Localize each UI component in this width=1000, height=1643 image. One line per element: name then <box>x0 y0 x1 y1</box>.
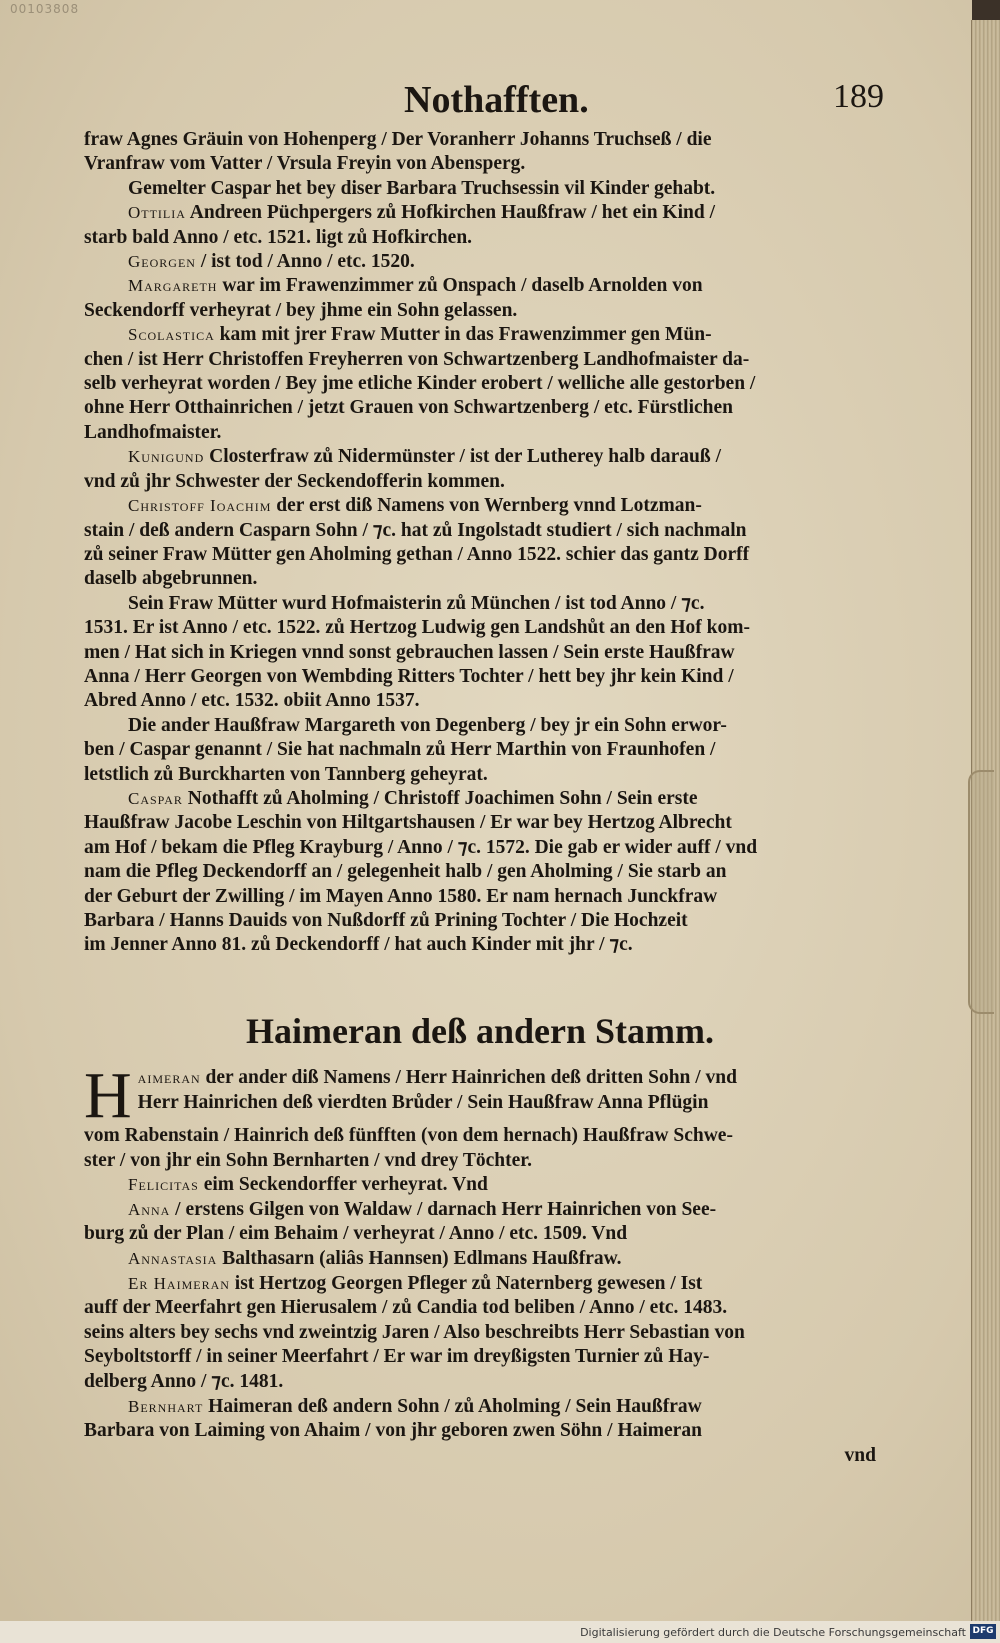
line-text: Nothafft zů Aholming / Christoff Joachimen Sohn / Sein erste <box>182 787 698 809</box>
text-line <box>84 128 876 152</box>
line-text: men / Hat sich in Kriegen vnnd sonst gebrauchen lassen / Sein erste Haußfraw <box>84 641 735 663</box>
text-line <box>84 519 876 543</box>
line-text: Seyboltstorff / in seiner Meerfahrt / Er war im dreyßigsten Turnier zů Hay- <box>84 1346 710 1368</box>
text-line <box>84 665 876 689</box>
lead-name: Ottilia <box>128 203 186 223</box>
archive-stamp: 00103808 <box>10 2 80 16</box>
line-text: ist Hertzog Georgen Pfleger zů Naternberg gewesen / Ist <box>229 1272 703 1294</box>
line-text: / ist tod / Anno / etc. 1520. <box>195 251 415 273</box>
line-text: seins alters bey sechs vnd zweintzig Jaren / Also beschreibts Herr Sebastian von <box>84 1321 745 1343</box>
line-text: chen / ist Herr Christoffen Freyherren von Schwartzenberg Landhofmaister da- <box>84 348 750 370</box>
page-number: 189 <box>833 78 884 115</box>
text-line <box>84 274 876 298</box>
line-text: war im Frawenzimmer zů Onspach / daselb Arnolden von <box>217 275 703 297</box>
line-text: Sein Fraw Mütter wurd Hofmaisterin zů München / ist tod Anno / ⁊c. <box>128 592 705 614</box>
lead-name: Christoff Ioachim <box>128 496 272 516</box>
line-text: kam mit jrer Fraw Mutter in das Frawenzimmer gen Mün- <box>214 324 712 346</box>
line-text: Barbara / Hanns Dauids von Nußdorff zů Prining Tochter / Die Hochzeit <box>84 910 688 931</box>
dfg-logo: DFG <box>970 1624 996 1639</box>
text-line <box>84 299 876 323</box>
line-text: burg zů der Plan / eim Behaim / verheyrat / Anno / etc. 1509. Vnd <box>84 1223 628 1245</box>
lead-name: Bernhart <box>128 1396 204 1416</box>
page-header <box>84 78 884 128</box>
text-line <box>138 1066 876 1091</box>
line-text: im Jenner Anno 81. zů Deckendorff / hat auch Kinder mit jhr / ⁊c. <box>84 934 633 956</box>
line-text: Anna / Herr Georgen von Wembding Ritters Tochter / hett bey jhr kein Kind / <box>84 665 734 687</box>
text-line <box>84 1370 876 1395</box>
line-text: Andreen Püchpergers zů Hofkirchen Haußfraw / het ein Kind / <box>185 202 715 224</box>
lead-name: Caspar <box>128 788 183 808</box>
text-line <box>84 885 876 909</box>
section-2-lines <box>84 1124 876 1468</box>
lead-name: Scolastica <box>128 325 215 345</box>
footer-credit: Digitalisierung gefördert durch die Deutsche Forschungsgemeinschaft <box>580 1626 966 1639</box>
line-text: fraw Agnes Gräuin von Hohenperg / Der Voranherr Johanns Truchseß / die <box>84 129 712 150</box>
text-line <box>84 1173 876 1198</box>
line-text: ohne Herr Otthainrichen / jetzt Grauen von Schwartzenberg / etc. Fürstlichen <box>84 397 733 419</box>
footer-bar <box>0 1621 1000 1643</box>
text-line <box>84 1395 876 1420</box>
running-title: Nothafften. <box>404 79 589 121</box>
text-line <box>84 1296 876 1321</box>
text-line <box>84 226 876 250</box>
lead-name: Er Haimeran <box>128 1273 230 1293</box>
line-text: Haußfraw Jacobe Leschin von Hiltgartshausen / Er war bey Hertzog Albrecht <box>84 812 732 834</box>
line-text: Abred Anno / etc. 1532. obiit Anno 1537. <box>84 690 420 712</box>
text-line <box>84 1321 876 1346</box>
text-line <box>84 543 876 567</box>
text-line <box>84 250 876 274</box>
line-text: vnd zů jhr Schwester der Seckendofferin kommen. <box>84 470 505 492</box>
line-text: Gemelter Caspar het bey diser Barbara Truchsessin vil Kinder gehabt. <box>128 177 716 199</box>
text-line <box>84 811 876 835</box>
text-line <box>84 567 876 591</box>
line-text: Die ander Haußfraw Margareth von Degenberg / bey jr ein Sohn erwor- <box>128 714 727 736</box>
text-line <box>84 787 876 811</box>
line-text: Haimeran deß andern Sohn / zů Aholming / Sein Haußfraw <box>203 1395 702 1417</box>
lead-name: Georgen <box>128 252 196 272</box>
text-line <box>84 201 876 225</box>
section-heading: Haimeran deß andern Stamm. <box>246 1011 714 1051</box>
text-line <box>84 592 876 616</box>
text-line <box>84 763 876 787</box>
line-text: ster / von jhr ein Sohn Bernharten / vnd drey Töchter. <box>84 1149 533 1171</box>
lead-name: aimeran <box>137 1068 201 1087</box>
text-line <box>84 470 876 494</box>
line-text: der Geburt der Zwilling / im Mayen Anno 1580. Er nam hernach Junckfraw <box>84 885 718 907</box>
line-text: delberg Anno / ⁊c. 1481. <box>84 1370 284 1392</box>
text-line <box>84 714 876 738</box>
line-text: der ander diß Namens / Herr Hainrichen deß dritten Sohn / vnd <box>200 1067 737 1088</box>
body-text-section-2 <box>84 1059 876 1468</box>
line-text: / erstens Gilgen von Waldaw / darnach Herr Hainrichen von See- <box>170 1198 717 1220</box>
text-line <box>138 1091 876 1116</box>
lead-name: Anna <box>128 1199 171 1219</box>
text-line <box>84 1272 876 1297</box>
lead-name: Kunigund <box>128 447 205 467</box>
text-line <box>84 1419 876 1444</box>
body-text-section-1 <box>84 128 876 958</box>
text-line <box>84 1149 876 1174</box>
text-line <box>84 396 876 420</box>
line-text: ben / Caspar genannt / Sie hat nachmaln zů Herr Marthin von Fraunhofen / <box>84 739 716 761</box>
line-text: vom Rabenstain / Hainrich deß fünfften (von dem hernach) Haußfraw Schwe- <box>84 1125 733 1146</box>
line-text: am Hof / bekam die Pfleg Krayburg / Anno / ⁊c. 1572. Die gab er wider auff / vnd <box>84 836 758 858</box>
lead-name: Felicitas <box>128 1175 199 1195</box>
line-text: Vranfraw vom Vatter / Vrsula Freyin von Abensperg. <box>84 153 526 175</box>
text-line <box>84 1222 876 1247</box>
line-text: zů seiner Fraw Mütter gen Aholming gethan / Anno 1522. schier das gantz Dorff <box>84 543 750 565</box>
line-text: Balthasarn (aliâs Hannsen) Edlmans Haußfraw. <box>217 1247 622 1269</box>
line-text: 1531. Er ist Anno / etc. 1522. zů Hertzog Ludwig gen Landshůt an den Hof kom- <box>84 617 750 639</box>
text-line <box>84 1198 876 1223</box>
text-line <box>84 348 876 372</box>
lead-name: Margareth <box>128 276 218 296</box>
text-line <box>84 421 876 445</box>
text-line <box>84 1124 876 1149</box>
text-line <box>84 909 876 933</box>
text-line <box>84 323 876 347</box>
text-line <box>84 616 876 640</box>
text-line <box>84 1345 876 1370</box>
line-text: Barbara von Laiming von Ahaim / von jhr geboren zwen Söhn / Haimeran <box>84 1420 702 1442</box>
text-line <box>84 445 876 469</box>
bookmark-tab <box>968 770 994 1014</box>
drop-cap: H <box>84 1059 132 1132</box>
text-line <box>84 1247 876 1272</box>
line-text: Closterfraw zů Nidermünster / ist der Lutherey halb darauß / <box>204 446 722 468</box>
text-line <box>84 933 876 957</box>
line-text: der erst diß Namens von Wernberg vnnd Lotzman- <box>271 495 702 517</box>
line-text: starb bald Anno / etc. 1521. ligt zů Hofkirchen. <box>84 226 473 248</box>
line-text: Landhofmaister. <box>84 421 222 443</box>
line-text: stain / deß andern Casparn Sohn / ⁊c. hat zů Ingolstadt studiert / sich nachmaln <box>84 519 747 541</box>
line-text: daselb abgebrunnen. <box>84 568 258 590</box>
text-line <box>84 152 876 176</box>
line-text: auff der Meerfahrt gen Hierusalem / zů Candia tod beliben / Anno / etc. 1483. <box>84 1297 728 1319</box>
line-text: Herr Hainrichen deß vierdten Brůder / Sein Haußfraw Anna Pflügin <box>137 1091 709 1113</box>
lead-name: Annastasia <box>128 1248 218 1268</box>
text-line <box>84 372 876 396</box>
line-text: nam die Pfleg Deckendorff an / gelegenheit halb / gen Aholming / Sie starb an <box>84 861 727 883</box>
text-line <box>84 1444 876 1469</box>
text-line <box>84 836 876 860</box>
text-line <box>84 494 876 518</box>
line-text: selb verheyrat worden / Bey jme etliche Kinder erobert / welliche alle gestorben / <box>84 373 756 395</box>
text-line <box>84 738 876 762</box>
text-line <box>84 177 876 201</box>
line-text: Seckendorff verheyrat / bey jhme ein Sohn gelassen. <box>84 299 518 321</box>
line-text: vnd <box>844 1444 876 1466</box>
text-line <box>84 641 876 665</box>
line-text: letstlich zů Burckharten von Tannberg geheyrat. <box>84 763 488 785</box>
text-line <box>84 689 876 713</box>
text-line <box>84 860 876 884</box>
line-text: eim Seckendorffer verheyrat. Vnd <box>198 1174 488 1196</box>
